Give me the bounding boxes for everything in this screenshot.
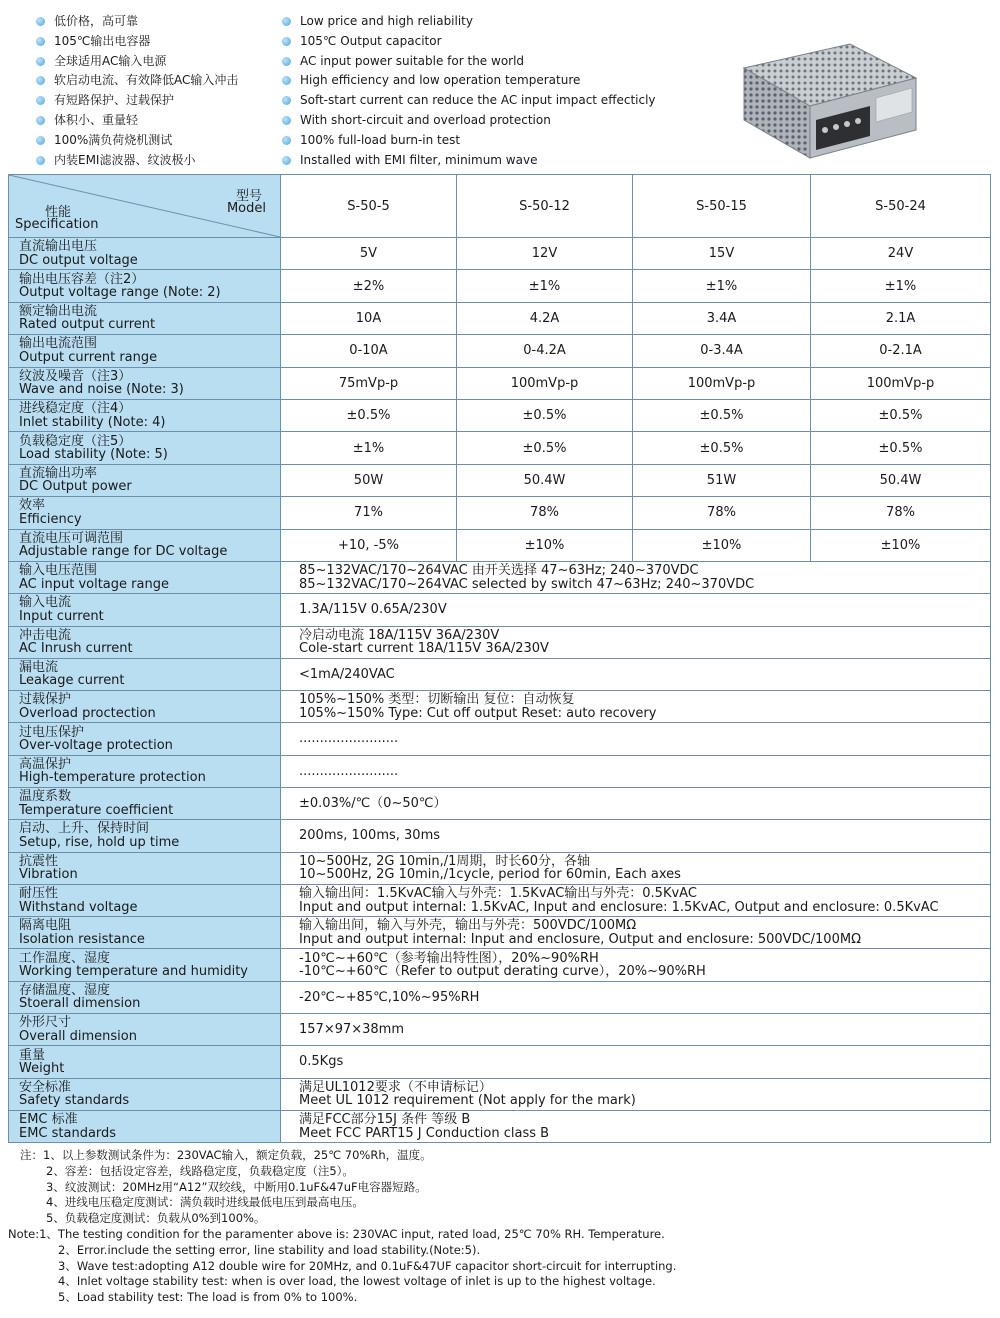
row-label-cn: 重量	[19, 1047, 46, 1063]
row-value: 50.4W	[811, 464, 991, 496]
row-value-span	[281, 787, 991, 819]
features-section	[8, 8, 990, 172]
row-value: 0-10A	[281, 335, 457, 367]
row-value-span	[281, 691, 991, 723]
row-value: 78%	[811, 497, 991, 529]
row-value: 3.4A	[633, 302, 811, 334]
feature-item	[282, 32, 656, 52]
note-line: 5、Load stability test: The load is from 0% to 100%.	[58, 1290, 358, 1305]
row-value: 50W	[281, 464, 457, 496]
table-row	[9, 1078, 991, 1110]
row-label-cn: 冲击电流	[19, 627, 72, 643]
row-label	[9, 820, 281, 852]
row-label	[9, 691, 281, 723]
row-label-en: Isolation resistance	[19, 931, 145, 947]
bullet-icon	[36, 76, 45, 85]
notes-section	[8, 1148, 990, 1306]
row-label	[9, 464, 281, 496]
row-label-en: Load stability (Note: 5)	[19, 447, 168, 463]
feature-text: 105℃ Output capacitor	[300, 33, 442, 48]
row-label	[9, 884, 281, 916]
row-value-span	[281, 917, 991, 949]
row-label-cn: 过电压保护	[19, 724, 85, 740]
feature-text: 105℃输出电容器	[54, 33, 151, 48]
row-label-cn: 安全标准	[19, 1079, 72, 1095]
feature-item	[36, 151, 238, 171]
row-label-en: Output voltage range (Note: 2)	[19, 285, 221, 301]
row-label-cn: 启动、上升、保持时间	[19, 821, 150, 837]
row-label	[9, 949, 281, 981]
row-label	[9, 594, 281, 626]
row-value-span	[281, 820, 991, 852]
row-label	[9, 723, 281, 755]
bullet-icon	[36, 156, 45, 165]
row-value-line: 200ms, 100ms, 30ms	[299, 828, 441, 844]
row-value: 0-2.1A	[811, 335, 991, 367]
row-label-cn: 输出电压容差（注2）	[19, 271, 145, 287]
row-label-en: Working temperature and humidity	[19, 964, 248, 980]
feature-text: 100%满负荷烧机测试	[54, 132, 173, 147]
row-value: ±0.5%	[633, 432, 811, 464]
feature-item	[36, 91, 238, 111]
bullet-icon	[282, 116, 291, 125]
row-label-en: DC output voltage	[19, 252, 138, 268]
row-label	[9, 561, 281, 593]
row-label-cn: 进线稳定度（注4）	[19, 401, 132, 417]
table-row	[9, 949, 991, 981]
power-supply-product-image	[730, 38, 920, 164]
feature-item	[282, 71, 656, 91]
row-value: ±10%	[811, 529, 991, 561]
table-row	[9, 755, 991, 787]
bullet-icon	[282, 156, 291, 165]
row-label-cn: EMC 标准	[19, 1112, 78, 1128]
row-value-line: Input and output internal: 1.5KvAC, Input and enclosure: 1.5KvAC, Output and enclosure: 0.5KvAC	[299, 899, 939, 915]
note-line: 2、容差：包括设定容差，线路稳定度，负载稳定度（注5）。	[46, 1163, 354, 1178]
row-value-line: 满足UL1012要求（不申请标记）	[299, 1079, 492, 1095]
row-label-en: Overall dimension	[19, 1028, 137, 1044]
row-value: 75mVp-p	[281, 367, 457, 399]
row-value-line: 157×97×38mm	[299, 1021, 405, 1037]
row-label	[9, 1078, 281, 1110]
model-header-3: S-50-15	[633, 175, 811, 238]
row-label-cn: 效率	[19, 498, 46, 514]
table-row	[9, 1014, 991, 1046]
row-value-line: 0.5Kgs	[299, 1054, 344, 1070]
table-row	[9, 302, 991, 334]
feature-text: 有短路保护、过载保护	[54, 93, 175, 108]
header-label-cell	[9, 175, 281, 238]
row-label-cn: 输入电压范围	[19, 563, 98, 579]
row-value-span	[281, 981, 991, 1013]
feature-text: 软启动电流、有效降低AC输入冲击	[54, 73, 239, 88]
row-label-en: Output current range	[19, 349, 158, 365]
feature-item	[36, 12, 238, 32]
row-value: ±10%	[633, 529, 811, 561]
row-value-span	[281, 852, 991, 884]
row-label-cn: 输出电流范围	[19, 336, 98, 352]
row-label	[9, 335, 281, 367]
row-value: 100mVp-p	[633, 367, 811, 399]
feature-item	[36, 111, 238, 131]
table-row	[9, 723, 991, 755]
row-label	[9, 658, 281, 690]
row-value: 4.2A	[457, 302, 633, 334]
row-value: 0-4.2A	[457, 335, 633, 367]
table-row	[9, 529, 991, 561]
row-value: 51W	[633, 464, 811, 496]
row-label	[9, 399, 281, 431]
bullet-icon	[282, 96, 291, 105]
row-label-en: Safety standards	[19, 1093, 130, 1109]
row-value-line: Cole-start current 18A/115V 36A/230V	[299, 641, 549, 657]
row-value-span	[281, 1014, 991, 1046]
row-label-en: High-temperature protection	[19, 770, 206, 786]
note-line: 注：1、以上参数测试条件为：230VAC输入，额定负载，25℃ 70%Rh，温度。	[20, 1148, 432, 1162]
row-label-cn: 直流输出功率	[19, 465, 98, 481]
row-label	[9, 852, 281, 884]
row-value-line: 满足FCC部分15J 条件 等级 B	[299, 1112, 471, 1128]
row-value: ±0.5%	[457, 399, 633, 431]
row-label	[9, 981, 281, 1013]
table-row	[9, 884, 991, 916]
feature-item	[282, 91, 656, 111]
row-value: ±1%	[633, 270, 811, 302]
spec-label-cn: 性能	[45, 205, 72, 220]
row-value-span	[281, 755, 991, 787]
row-label-en: Adjustable range for DC voltage	[19, 544, 228, 560]
row-label-en: Inlet stability (Note: 4)	[19, 414, 166, 430]
feature-text: Installed with EMI filter, minimum wave	[300, 152, 538, 167]
table-row	[9, 981, 991, 1013]
feature-text: AC input power suitable for the world	[300, 53, 525, 68]
model-header-1: S-50-5	[281, 175, 457, 238]
feature-item	[282, 52, 656, 72]
row-value: 100mVp-p	[457, 367, 633, 399]
row-label-cn: 抗震性	[19, 853, 59, 869]
feature-item	[282, 151, 656, 171]
row-value-line: 85~132VAC/170~264VAC 由开关选择 47~63Hz; 240~370VDC	[299, 563, 699, 579]
table-row	[9, 432, 991, 464]
row-value-span	[281, 626, 991, 658]
table-row	[9, 335, 991, 367]
table-row	[9, 820, 991, 852]
row-value: ±0.5%	[811, 432, 991, 464]
table-row	[9, 238, 991, 270]
feature-text: 低价格，高可靠	[54, 14, 139, 28]
feature-text: 体积小、重量轻	[54, 112, 139, 127]
row-label-cn: 温度系数	[19, 789, 72, 805]
row-label	[9, 1046, 281, 1078]
feature-item	[36, 131, 238, 151]
row-value-line: 105%~150% Type: Cut off output Reset: auto recovery	[299, 705, 657, 721]
row-label-cn: 高温保护	[19, 756, 72, 772]
row-label-en: AC Inrush current	[19, 641, 133, 657]
row-value-line: 105%~150% 类型：切断输出 复位：自动恢复	[299, 692, 575, 708]
row-value-line: 85~132VAC/170~264VAC selected by switch 47~63Hz; 240~370VDC	[299, 576, 755, 592]
row-label-en: EMC standards	[19, 1125, 117, 1141]
row-value-span	[281, 884, 991, 916]
row-value-line: 1.3A/115V 0.65A/230V	[299, 602, 447, 618]
model-header-2: S-50-12	[457, 175, 633, 238]
row-label-en: Efficiency	[19, 511, 82, 527]
bullet-icon	[282, 37, 291, 46]
feature-text: 100% full-load burn-in test	[300, 132, 461, 147]
row-label-en: AC input voltage range	[19, 576, 169, 592]
row-value: ±10%	[457, 529, 633, 561]
row-label-en: Overload proctection	[19, 705, 156, 721]
row-value: 71%	[281, 497, 457, 529]
row-value-line: ±0.03%/℃（0~50℃）	[299, 795, 447, 811]
row-label-en: Withstand voltage	[19, 899, 138, 915]
note-line: Note:1、The testing condition for the paramenter above is: 230VAC input, rated load, 25℃ 70% RH. Temperature.	[8, 1226, 665, 1241]
row-value-line: 输入输出间，输入与外壳，输出与外壳：500VDC/100MΩ	[299, 918, 637, 934]
bullet-icon	[36, 116, 45, 125]
row-value: 78%	[457, 497, 633, 529]
table-row	[9, 497, 991, 529]
note-line: 3、Wave test:adopting A12 double wire for 20MHz, and 0.1uF&47UF capacitor short-circuit for interrupting.	[58, 1258, 677, 1273]
table-row	[9, 270, 991, 302]
row-value: 0-3.4A	[633, 335, 811, 367]
row-value-span	[281, 1046, 991, 1078]
bullet-icon	[282, 136, 291, 145]
feature-text: Low price and high reliability	[300, 14, 473, 28]
row-value-line: <1mA/240VAC	[299, 666, 395, 682]
row-label-cn: 过载保护	[19, 692, 72, 708]
bullet-icon	[36, 37, 45, 46]
row-label-en: Stoerall dimension	[19, 996, 141, 1012]
row-value: ±1%	[281, 432, 457, 464]
row-value-line: -20℃~+85℃,10%~95%RH	[299, 989, 480, 1005]
row-label-cn: 隔离电阻	[19, 918, 72, 934]
row-value: 50.4W	[457, 464, 633, 496]
feature-item	[36, 32, 238, 52]
feature-text: With short-circuit and overload protection	[300, 112, 551, 127]
bullet-icon	[36, 57, 45, 66]
row-label-en: Wave and noise (Note: 3)	[19, 382, 184, 398]
table-row	[9, 561, 991, 593]
row-label	[9, 497, 281, 529]
bullet-icon	[36, 136, 45, 145]
table-row	[9, 917, 991, 949]
row-value: 100mVp-p	[811, 367, 991, 399]
table-row	[9, 658, 991, 690]
row-value-span	[281, 594, 991, 626]
bullet-icon	[282, 57, 291, 66]
row-value-line: Meet UL 1012 requirement (Not apply for the mark)	[299, 1093, 636, 1109]
row-label-en: Setup, rise, hold up time	[19, 834, 180, 850]
row-value-line: Input and output internal: Input and enclosure, Output and enclosure: 500VDC/100MΩ	[299, 931, 862, 947]
feature-item	[282, 12, 656, 32]
row-label-cn: 直流电压可调范围	[19, 530, 124, 546]
feature-text: High efficiency and low operation temperature	[300, 73, 581, 88]
row-label	[9, 302, 281, 334]
note-line: 4、Inlet voltage stability test: when is over load, the lowest voltage of inlet is up to the highest voltage.	[58, 1274, 656, 1289]
row-value-line: 输入输出间：1.5KvAC输入与外壳：1.5KvAC输出与外壳：0.5KvAC	[299, 886, 697, 902]
row-value-span	[281, 949, 991, 981]
row-value: 10A	[281, 302, 457, 334]
row-label	[9, 367, 281, 399]
note-line: 2、Error.include the setting error, line stability and load stability.(Note:5).	[58, 1242, 481, 1257]
model-label-cn: 型号	[235, 189, 262, 204]
row-value: ±1%	[811, 270, 991, 302]
row-label-cn: 纹波及噪音（注3）	[19, 368, 132, 384]
table-row	[9, 1110, 991, 1142]
feature-text: Soft-start current can reduce the AC input impact effecticly	[300, 93, 656, 108]
row-value: 2.1A	[811, 302, 991, 334]
features-en-list	[282, 12, 656, 170]
table-header-row	[9, 175, 991, 238]
row-label	[9, 270, 281, 302]
row-label-cn: 负载稳定度（注5）	[19, 433, 132, 449]
row-label-cn: 输入电流	[19, 595, 72, 611]
row-label	[9, 432, 281, 464]
bullet-icon	[36, 96, 45, 105]
row-value: ±1%	[457, 270, 633, 302]
bullet-icon	[36, 17, 45, 26]
table-row	[9, 399, 991, 431]
note-line: 3、纹波测试：20MHz用“A12”双绞线，中断用0.1uF&47uF电容器短路。	[46, 1179, 427, 1194]
row-label	[9, 787, 281, 819]
bullet-icon	[282, 17, 291, 26]
row-value-line: -10℃~+60℃（参考输出特性图），20%~90%RH	[299, 950, 599, 966]
feature-item	[36, 52, 238, 72]
spec-label-en: Specification	[15, 217, 99, 232]
row-value-span	[281, 1078, 991, 1110]
row-value: ±2%	[281, 270, 457, 302]
row-label	[9, 1014, 281, 1046]
row-value-line: 冷启动电流 18A/115V 36A/230V	[299, 627, 500, 643]
row-label-en: Over-voltage protection	[19, 738, 173, 754]
row-label-en: Input current	[19, 608, 104, 624]
row-label-en: Temperature coefficient	[19, 802, 174, 818]
row-label	[9, 238, 281, 270]
row-value: ±0.5%	[811, 399, 991, 431]
row-label-cn: 漏电流	[19, 659, 59, 675]
row-label-cn: 额定输出电流	[19, 303, 98, 319]
model-header-4: S-50-24	[811, 175, 991, 238]
row-value-line: Meet FCC PART15 J Conduction class B	[299, 1125, 550, 1141]
row-label	[9, 917, 281, 949]
table-row	[9, 787, 991, 819]
model-label-en: Model	[226, 201, 266, 216]
row-value-line: 10~500Hz, 2G 10min,/1cycle, period for 60min, Each axes	[299, 867, 681, 883]
row-label	[9, 626, 281, 658]
note-line: 4、进线电压稳定度测试：满负载时进线最低电压到最高电压。	[46, 1195, 364, 1210]
feature-text: 全球适用AC输入电源	[54, 53, 167, 68]
row-value: +10, -5%	[281, 529, 457, 561]
row-label-cn: 存储温度、湿度	[19, 982, 111, 998]
row-label-en: Weight	[19, 1061, 65, 1076]
row-label	[9, 1110, 281, 1142]
row-label	[9, 755, 281, 787]
row-value-span	[281, 723, 991, 755]
row-label-cn: 外形尺寸	[19, 1015, 72, 1031]
row-value: 12V	[457, 238, 633, 270]
note-line: 5、负载稳定度测试：负载从0%到100%。	[46, 1211, 266, 1226]
row-value-line: ........................	[299, 763, 399, 779]
row-value: 5V	[281, 238, 457, 270]
row-value: 15V	[633, 238, 811, 270]
table-row	[9, 1046, 991, 1078]
row-value: ±0.5%	[633, 399, 811, 431]
table-row	[9, 367, 991, 399]
features-cn-list	[36, 12, 238, 170]
row-label	[9, 529, 281, 561]
row-value: 78%	[633, 497, 811, 529]
row-label-en: Vibration	[19, 867, 78, 883]
row-value-span	[281, 561, 991, 593]
row-label-en: DC Output power	[19, 479, 132, 495]
table-row	[9, 691, 991, 723]
table-row	[9, 464, 991, 496]
row-value: 24V	[811, 238, 991, 270]
row-label-cn: 直流输出电压	[19, 239, 98, 255]
row-value-line: ........................	[299, 731, 399, 747]
row-value: ±0.5%	[281, 399, 457, 431]
feature-item	[282, 111, 656, 131]
bullet-icon	[282, 76, 291, 85]
table-row	[9, 626, 991, 658]
row-label-en: Leakage current	[19, 673, 125, 689]
table-row	[9, 594, 991, 626]
row-label-en: Rated output current	[19, 317, 156, 333]
row-label-cn: 工作温度、湿度	[19, 950, 111, 966]
feature-item	[282, 131, 656, 151]
spec-table	[8, 174, 991, 1143]
feature-item	[36, 71, 238, 91]
row-value-span	[281, 658, 991, 690]
row-value-line: -10℃~+60℃（Refer to output derating curve），20%~90%RH	[299, 964, 706, 980]
feature-text: 内装EMI滤波器、纹波极小	[54, 152, 196, 167]
table-row	[9, 852, 991, 884]
row-value-line: 10~500Hz, 2G 10min,/1周期，时长60分，各轴	[299, 853, 590, 869]
row-label-cn: 耐压性	[19, 886, 59, 902]
row-value-span	[281, 1110, 991, 1142]
row-value: ±0.5%	[457, 432, 633, 464]
